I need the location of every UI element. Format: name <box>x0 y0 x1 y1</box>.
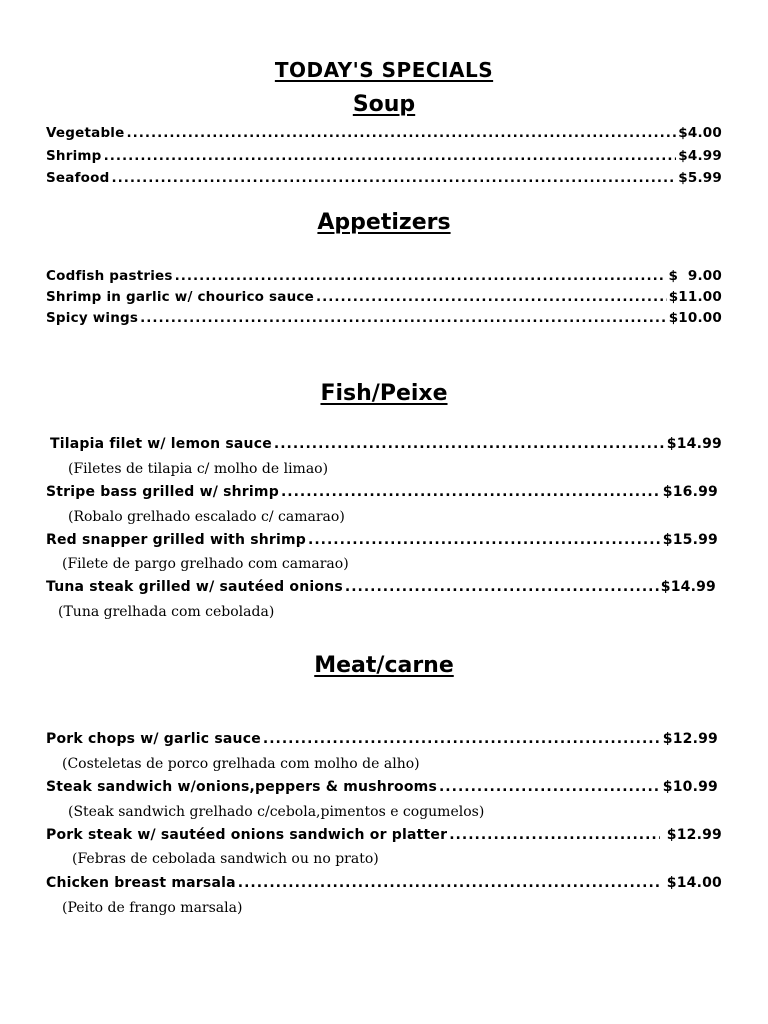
item-name: Codfish pastries <box>46 268 173 284</box>
dot-leader <box>263 731 661 747</box>
item-name: Seafood <box>46 170 110 186</box>
dot-leader <box>104 148 677 164</box>
menu-item-steak-sandwich <box>46 779 718 801</box>
item-price: $4.00 <box>678 125 722 141</box>
item-price: $12.99 <box>662 731 718 747</box>
item-translation: (Filete de pargo grelhado com camarao) <box>62 556 349 572</box>
item-translation: (Robalo grelhado escalado c/ camarao) <box>68 509 345 525</box>
page-title: TODAY'S SPECIALS <box>274 58 494 82</box>
item-name: Tilapia filet w/ lemon sauce <box>50 436 272 452</box>
item-translation: (Costeletas de porco grelhada com molho de alho) <box>62 756 420 772</box>
dot-leader <box>449 827 659 843</box>
item-name: Shrimp in garlic w/ chourico sauce <box>46 289 314 305</box>
item-price: $5.99 <box>678 170 722 186</box>
menu-item-spicy-wings <box>46 310 722 330</box>
item-translation: (Febras de cebolada sandwich ou no prato) <box>72 851 379 867</box>
dot-leader <box>111 170 676 186</box>
item-name: Pork steak w/ sautéed onions sandwich or platter <box>46 827 448 843</box>
item-name: Vegetable <box>46 125 125 141</box>
item-price: $16.99 <box>662 484 718 500</box>
item-name: Chicken breast marsala <box>46 875 236 891</box>
item-name: Pork chops w/ garlic sauce <box>46 731 261 747</box>
menu-item-shrimp <box>46 148 722 168</box>
section-heading-soup: Soup <box>352 92 416 117</box>
dot-leader <box>308 532 661 548</box>
menu-item-tuna-steak <box>46 579 716 601</box>
dot-leader <box>316 289 667 305</box>
item-price: $10.99 <box>662 779 718 795</box>
item-translation: (Peito de frango marsala) <box>62 900 243 916</box>
item-price: $15.99 <box>662 532 718 548</box>
menu-item-stripe-bass <box>46 484 718 506</box>
item-translation: (Steak sandwich grelhado c/cebola,pimentos e cogumelos) <box>68 804 485 820</box>
item-name: Stripe bass grilled w/ shrimp <box>46 484 279 500</box>
item-name: Red snapper grilled with shrimp <box>46 532 307 548</box>
menu-item-codfish-pastries <box>46 268 722 288</box>
item-price: $14.00 <box>661 875 722 891</box>
item-name: Spicy wings <box>46 310 139 326</box>
section-heading-fish: Fish/Peixe <box>320 381 448 406</box>
dot-leader <box>345 579 659 595</box>
dot-leader <box>175 268 667 284</box>
section-heading-meat: Meat/carne <box>314 653 454 678</box>
dot-leader <box>140 310 667 326</box>
item-price: $14.99 <box>660 579 716 595</box>
menu-item-pork-steak <box>46 827 722 849</box>
menu-item-tilapia <box>50 436 722 458</box>
menu-item-chicken-breast <box>46 875 722 897</box>
item-translation: (Tuna grelhada com cebolada) <box>58 604 275 620</box>
item-price: $14.99 <box>666 436 722 452</box>
item-translation: (Filetes de tilapia c/ molho de limao) <box>68 461 329 477</box>
item-price: $12.99 <box>661 827 722 843</box>
item-price: $10.00 <box>668 310 722 326</box>
menu-item-pork-chops <box>46 731 718 753</box>
item-price: $ 9.00 <box>668 268 722 284</box>
item-name: Steak sandwich w/onions,peppers & mushrooms <box>46 779 437 795</box>
menu-item-red-snapper <box>46 532 718 554</box>
section-heading-appetizers: Appetizers <box>317 210 451 235</box>
dot-leader <box>281 484 661 500</box>
dot-leader <box>439 779 661 795</box>
menu-item-vegetable <box>46 125 722 145</box>
item-name: Shrimp <box>46 148 102 164</box>
item-price: $11.00 <box>668 289 722 305</box>
dot-leader <box>238 875 660 891</box>
menu-item-shrimp-in-garlic <box>46 289 722 309</box>
dot-leader <box>127 125 677 141</box>
dot-leader <box>274 436 665 452</box>
menu-item-seafood <box>46 170 722 190</box>
item-price: $4.99 <box>678 148 722 164</box>
item-name: Tuna steak grilled w/ sautéed onions <box>46 579 343 595</box>
